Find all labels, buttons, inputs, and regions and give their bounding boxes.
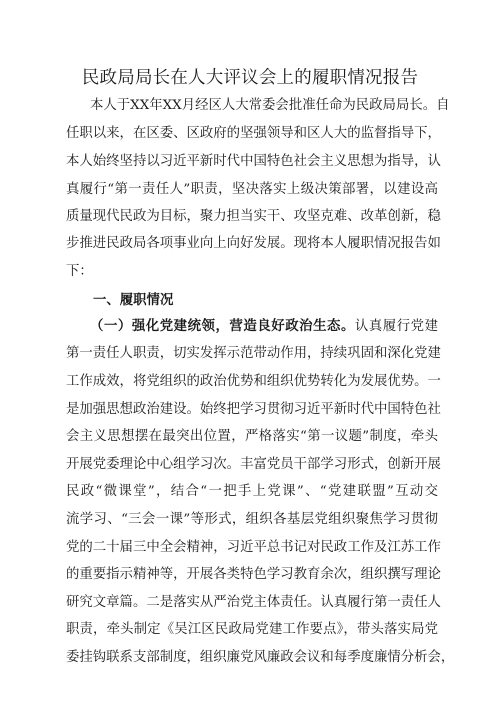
body-line: 是加强思想政治建设。始终把学习贯彻习近平新时代中国特色社 bbox=[66, 402, 441, 417]
intro-line: 真履行“第一责任人”职责，坚决落实上级决策部署，以建设高 bbox=[66, 182, 438, 197]
body-line: 的重要指示精神等，开展各类特色学习教育余次，组织撰写理论 bbox=[66, 567, 441, 582]
body-line: 开展党委理论中心组学习次。丰富党员干部学习形式，创新开展 bbox=[66, 457, 441, 472]
document-title: 民政局局长在人大评议会上的履职情况报告 bbox=[81, 68, 419, 88]
body-line: 委挂钩联系支部制度，组织廉党风廉政会议和每季度廉情分析会， bbox=[66, 650, 455, 665]
intro-line: 任职以来，在区委、区政府的坚强领导和区人大的监督指导下， bbox=[66, 126, 441, 141]
body-line: 研究文章篇。二是落实从严治党主体责任。认真履行第一责任人 bbox=[66, 595, 441, 610]
intro-line: 质量现代民政为目标，聚力担当实干、攻坚克难、改革创新，稳 bbox=[66, 209, 441, 224]
intro-line: 本人于XX年XX月经区人大常委会批准任命为民政局局长。自 bbox=[90, 98, 450, 113]
subsection-first-line bbox=[90, 317, 438, 337]
body-line: 职责，牵头制定《吴江区民政局党建工作要点》，带头落实局党 bbox=[66, 622, 438, 637]
body-line: 工作成效，将党组织的政治优势和组织优势转化为发展优势。一 bbox=[66, 374, 441, 389]
body-line: 会主义思想摆在最突出位置，严格落实“第一议题”制度，牵头 bbox=[66, 429, 438, 444]
subsection-heading: （一）强化党建统领，营造良好政治生态。 bbox=[90, 319, 355, 334]
body-line: 党的二十届三中全会精神，习近平总书记对民政工作及江苏工作 bbox=[66, 540, 441, 555]
intro-line: 下： bbox=[66, 264, 93, 279]
subsection-text: 认真履行党建 bbox=[354, 319, 439, 334]
body-line: 民政“微课堂”，结合“一把手上党课”、“党建联盟”互动交 bbox=[66, 484, 438, 499]
body-line: 第一责任人职责，切实发挥示范带动作用，持续巩固和深化党建 bbox=[66, 346, 441, 361]
section-heading: 一、履职情况 bbox=[93, 293, 174, 308]
intro-line: 步推进民政局各项事业向上向好发展。现将本人履职情况报告如 bbox=[66, 236, 441, 251]
intro-line: 本人始终坚持以习近平新时代中国特色社会主义思想为指导，认 bbox=[66, 154, 441, 169]
body-line: 流学习、“三会一课”等形式，组织各基层党组织聚焦学习贯彻 bbox=[66, 512, 438, 527]
